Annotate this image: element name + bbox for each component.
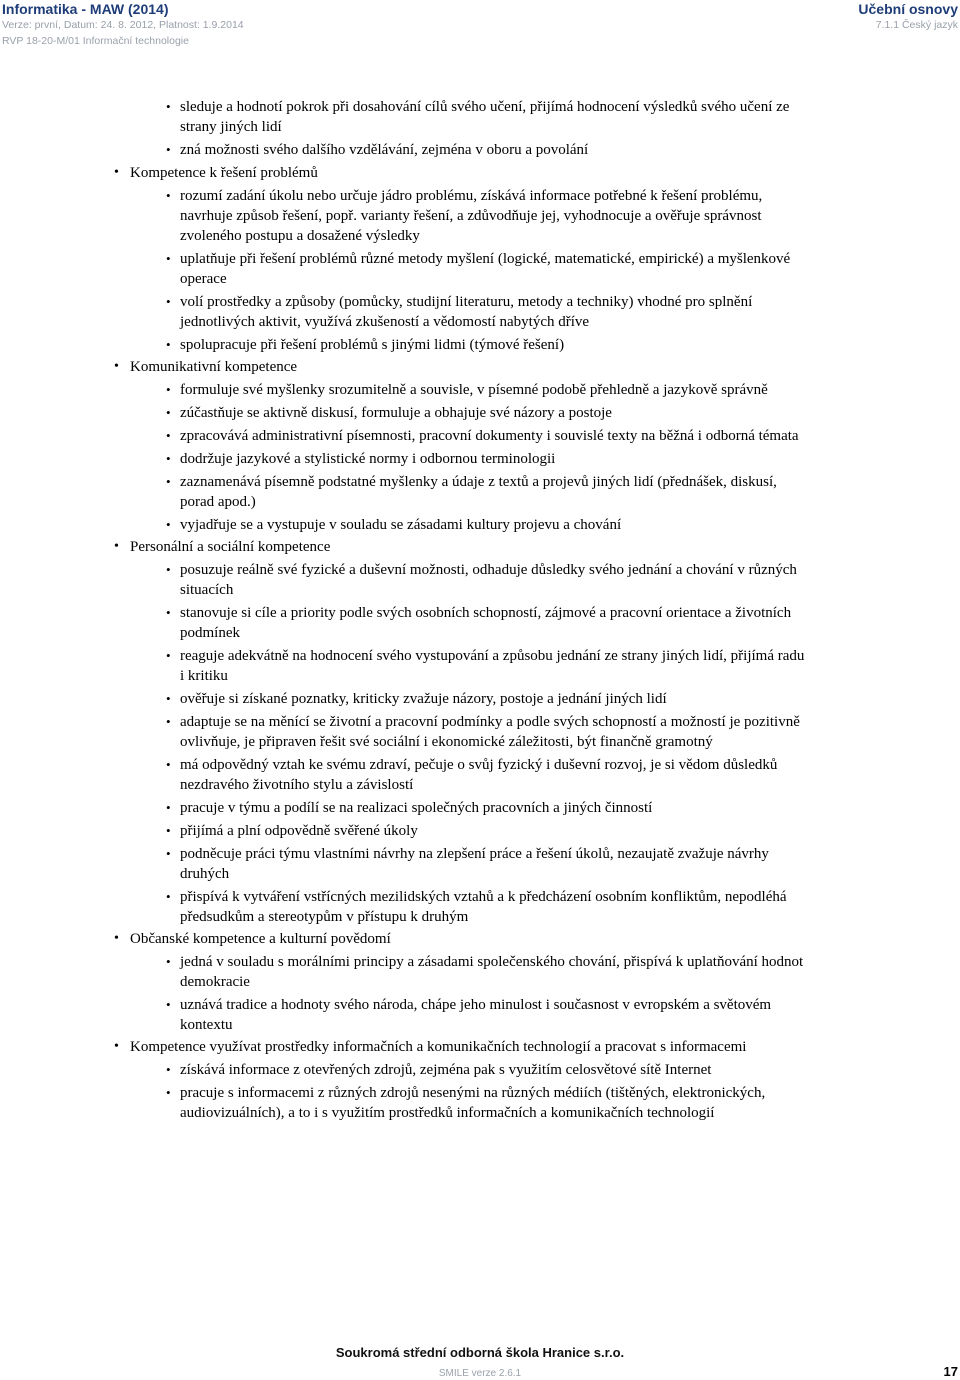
intro-list [130, 97, 810, 160]
competence-item [180, 249, 812, 289]
competence-item-text: • uplatňuje při řešení problémů různé metody myšlení (logické, matematické, empirické) a myšlenkové operace [180, 251, 791, 287]
competence-item-text: • volí prostředky a způsoby (pomůcky, studijní literaturu, metody a techniky) vhodné pro splnění jednotlivých aktivit, využívá zkušeností a vědomostí nabytých dříve [180, 294, 753, 330]
competence-group-label: • Kompetence k řešení problémů [130, 165, 318, 181]
competence-group [130, 163, 810, 355]
competence-item [180, 186, 812, 246]
competence-item-text: • vyjadřuje se a vystupuje v souladu se zásadami kultury projevu a chování [180, 517, 622, 533]
competence-item [180, 472, 812, 512]
competence-item [180, 335, 812, 355]
competence-item [180, 1083, 812, 1123]
competence-item-text: • adaptuje se na měnící se životní a pracovní podmínky a podle svých schopností a možností je pozitivně ovlivňuje, je připraven řešit své sociální i ekonomické záležitosti, být finančně gramotný [180, 714, 800, 750]
competence-item-text: • pracuje v týmu a podílí se na realizaci společných pracovních a jiných činností [180, 800, 653, 816]
rvp-line: RVP 18-20-M/01 Informační technologie [2, 35, 189, 47]
competence-item-text: • získává informace z otevřených zdrojů, zejména pak s využitím celosvětové sítě Internet [180, 1062, 712, 1078]
competence-item [180, 426, 812, 446]
competence-item-text: • jedná v souladu s morálními principy a zásadami společenského chování, přispívá k uplatňování hodnot demokracie [180, 954, 804, 990]
competence-item [180, 995, 812, 1035]
competence-item-text: • zpracovává administrativní písemnosti, pracovní dokumenty i souvislé texty na běžná i odborná témata [180, 428, 799, 444]
competence-item [180, 755, 812, 795]
competence-item [180, 560, 812, 600]
competence-item [180, 712, 812, 752]
competence-group [130, 537, 810, 927]
competence-item-text: • posuzuje reálně své fyzické a duševní možnosti, odhaduje důsledky svého jednání a chování v různých situacích [180, 562, 797, 598]
competence-item-text: • pracuje s informacemi z různých zdrojů nesenými na různých médiích (tištěných, elektronických, audiovizuálních), a to i s využitím prostředků informačních a komunikačních technologií [180, 1085, 766, 1121]
competence-item [180, 1060, 812, 1080]
competence-item-text: • stanovuje si cíle a priority podle svých osobních schopností, zájmové a pracovní orientace a životních podmínek [180, 605, 792, 641]
competence-item [180, 515, 812, 535]
competence-item [180, 403, 812, 423]
competence-item [180, 844, 812, 884]
competence-item-text: • spolupracuje při řešení problémů s jinými lidmi (týmové řešení) [180, 337, 565, 353]
competence-item [180, 689, 812, 709]
header-left [2, 1, 244, 49]
competence-item-text: • rozumí zadání úkolu nebo určuje jádro problému, získává informace potřebné k řešení problému, navrhuje způsob řešení, popř. varianty řešení, a zdůvodňuje jej, vyhodnocuje a ověřuje správnost zvoleného postupu a dosažené výsledky [180, 188, 763, 244]
competence-item [180, 140, 812, 160]
competence-item-text: • uznává tradice a hodnoty svého národa, chápe jeho minulost i současnost v evropském a světovém kontextu [180, 997, 772, 1033]
competence-group [130, 1037, 810, 1123]
competence-group [130, 929, 810, 1035]
competence-item [180, 380, 812, 400]
competence-item [180, 97, 812, 137]
competence-item-text: • zná možnosti svého dalšího vzdělávání, zejména v oboru a povolání [180, 142, 589, 158]
competence-item [180, 887, 812, 927]
competence-item-text: • přijímá a plní odpovědně svěřené úkoly [180, 823, 418, 839]
competence-item [180, 821, 812, 841]
competence-item-text: • reaguje adekvátně na hodnocení svého vystupování a způsobu jednání ze strany jiných lidí, přijímá radu i kritiku [180, 648, 805, 684]
competence-item [180, 952, 812, 992]
competence-group-label: • Personální a sociální kompetence [130, 539, 331, 555]
competence-item-text: • má odpovědný vztah ke svému zdraví, pečuje o svůj fyzický i duševní rozvoj, je si vědom důsledků nezdravého životního stylu a závislostí [180, 757, 778, 793]
section-title: Učební osnovy [858, 1, 958, 17]
competence-group [130, 357, 810, 535]
competence-item [180, 449, 812, 469]
competence-group-label: • Kompetence využívat prostředky informačních a komunikačních technologií a pracovat s informacemi [130, 1039, 747, 1055]
competence-item-text: • zaznamenává písemně podstatné myšlenky a údaje z textů a projevů jiných lidí (přednášek, diskusí, porad apod.) [180, 474, 777, 510]
competence-item [180, 646, 812, 686]
competence-item-text: • sleduje a hodnotí pokrok při dosahování cílů svého učení, přijímá hodnocení výsledků svého učení ze strany jiných lidí [180, 99, 790, 135]
competence-item-text: • formuluje své myšlenky srozumitelně a souvisle, v písemné podobě přehledně a jazykově správně [180, 382, 768, 398]
competence-group-label: • Komunikativní kompetence [130, 359, 298, 375]
subsection-title: 7.1.1 Český jazyk [875, 19, 958, 31]
competence-item-text: • podněcuje práci týmu vlastními návrhy na zlepšení práce a řešení úkolů, nezaujatě zvažuje návrhy druhých [180, 846, 769, 882]
header-right [858, 1, 958, 33]
competence-item-text: • zúčastňuje se aktivně diskusí, formuluje a obhajuje své názory a postoje [180, 405, 612, 421]
page-number: 17 [943, 1364, 958, 1379]
footer-version: SMILE verze 2.6.1 [438, 1368, 522, 1379]
competence-item-text: • dodržuje jazykové a stylistické normy i odbornou terminologii [180, 451, 556, 467]
competence-item [180, 798, 812, 818]
competence-group-label: • Občanské kompetence a kulturní povědomí [130, 931, 391, 947]
document-body [0, 94, 960, 1125]
page-header [0, 0, 960, 48]
competence-item-text: • přispívá k vytváření vstřícných mezilidských vztahů a k předcházení osobním konfliktům, nepodléhá předsudkům a stereotypům v přístupu k druhým [180, 889, 787, 925]
document-title: Informatika - MAW (2014) [2, 1, 169, 17]
footer-school: Soukromá střední odborná škola Hranice s.r.o. [335, 1345, 625, 1360]
competence-item-text: • ověřuje si získané poznatky, kriticky zvažuje názory, postoje a jednání jiných lidí [180, 691, 667, 707]
competence-item [180, 292, 812, 332]
version-line: Verze: první, Datum: 24. 8. 2012, Platnost: 1.9.2014 [2, 19, 244, 31]
competence-item [180, 603, 812, 643]
